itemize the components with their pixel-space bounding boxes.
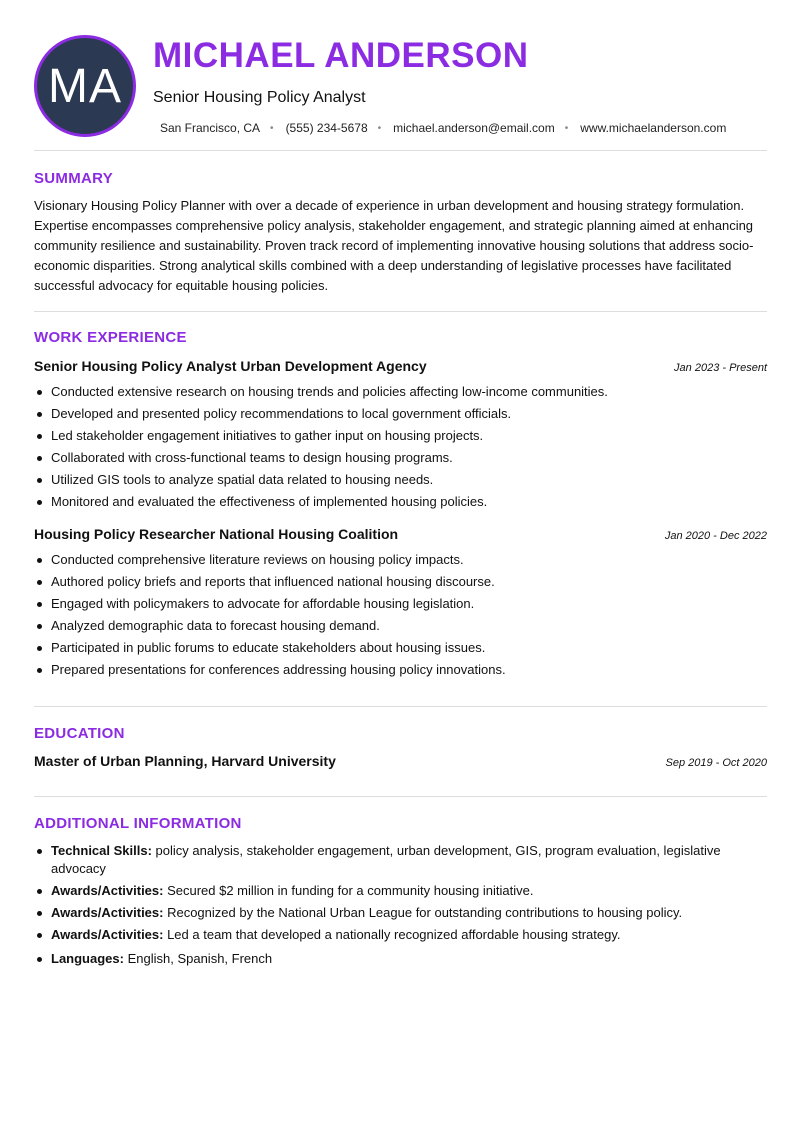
additional-list — [34, 842, 767, 972]
list-item — [34, 882, 767, 900]
job-dates: Jan 2020 - Dec 2022 — [664, 530, 767, 542]
list-item: Utilized GIS tools to analyze spatial data related to housing needs. — [34, 469, 767, 491]
separator-dot: • — [377, 122, 382, 134]
divider — [34, 311, 767, 312]
avatar — [34, 35, 136, 137]
job-role: Housing Policy Researcher National Housing Coalition — [34, 526, 399, 542]
list-item: Conducted comprehensive literature reviews on housing policy impacts. — [34, 549, 767, 571]
contact-email[interactable]: michael.anderson@email.com — [393, 121, 555, 135]
job-dates: Jan 2023 - Present — [674, 362, 767, 374]
list-item: Analyzed demographic data to forecast housing demand. — [34, 615, 767, 637]
item-label: Awards/Activities: — [51, 905, 164, 920]
item-label: Languages: — [51, 951, 124, 966]
item-text: English, Spanish, French — [123, 951, 273, 966]
contact-location: San Francisco, CA — [160, 121, 261, 135]
experience-heading: WORK EXPERIENCE — [34, 329, 187, 346]
job-bullets — [34, 549, 767, 681]
item-text: policy analysis, stakeholder engagement, urban development, GIS, program evaluation, legislative advocacy — [51, 843, 721, 876]
list-item: Led stakeholder engagement initiatives to gather input on housing projects. — [34, 425, 767, 447]
summary-text: Visionary Housing Policy Planner with over a decade of experience in urban development and housing strategy formulation. Expertise encompasses comprehensive policy analysis, stakeholder engagement, and strategic planning aimed at enhancing community resilience and sustainability. Proven track record of implementing innovative housing solutions that address socio-economic disparities. Strong analytical skills combined with a deep understanding of legislative processes have facilitated successful advocacy for equitable housing policies. — [34, 198, 754, 293]
education-degree: Master of Urban Planning, Harvard University — [34, 753, 336, 769]
job-header — [34, 358, 767, 374]
candidate-title: Senior Housing Policy Analyst — [153, 89, 366, 106]
list-item: Authored policy briefs and reports that influenced national housing discourse. — [34, 571, 767, 593]
separator-dot: • — [270, 122, 274, 134]
divider — [34, 796, 767, 797]
separator-dot: • — [564, 122, 569, 134]
job-header — [34, 526, 767, 542]
item-text: Secured $2 million in funding for a community housing initiative. — [163, 883, 534, 898]
list-item: Conducted extensive research on housing trends and policies affecting low-income communities. — [34, 381, 767, 403]
list-item — [34, 950, 767, 968]
additional-heading: ADDITIONAL INFORMATION — [34, 815, 242, 832]
list-item — [34, 904, 767, 922]
item-text: Recognized by the National Urban League for outstanding contributions to housing policy. — [163, 905, 683, 920]
list-item: Participated in public forums to educate stakeholders about housing issues. — [34, 637, 767, 659]
summary-heading: SUMMARY — [34, 170, 114, 187]
list-item: Monitored and evaluated the effectiveness of implemented housing policies. — [34, 491, 767, 513]
education-heading: EDUCATION — [34, 725, 125, 742]
list-item: Collaborated with cross-functional teams to design housing programs. — [34, 447, 767, 469]
education-dates: Sep 2019 - Oct 2020 — [665, 757, 767, 769]
contact-phone: (555) 234-5678 — [285, 121, 368, 135]
job-bullets — [34, 381, 767, 513]
divider — [34, 150, 767, 151]
list-item — [34, 926, 767, 944]
list-item — [34, 842, 767, 878]
item-label: Awards/Activities: — [51, 927, 164, 942]
candidate-name: MICHAEL ANDERSON — [153, 36, 529, 75]
education-entry — [34, 753, 767, 769]
item-label: Awards/Activities: — [51, 883, 164, 898]
contact-line — [160, 121, 726, 135]
job-role: Senior Housing Policy Analyst Urban Development Agency — [34, 358, 427, 374]
avatar-initials: MA — [48, 59, 122, 113]
contact-website[interactable]: www.michaelanderson.com — [580, 121, 727, 135]
divider — [34, 706, 767, 707]
item-label: Technical Skills: — [51, 843, 152, 858]
list-item: Developed and presented policy recommendations to local government officials. — [34, 403, 767, 425]
item-text: Led a team that developed a nationally recognized affordable housing strategy. — [163, 927, 621, 942]
list-item: Prepared presentations for conferences addressing housing policy innovations. — [34, 659, 767, 681]
list-item: Engaged with policymakers to advocate for affordable housing legislation. — [34, 593, 767, 615]
